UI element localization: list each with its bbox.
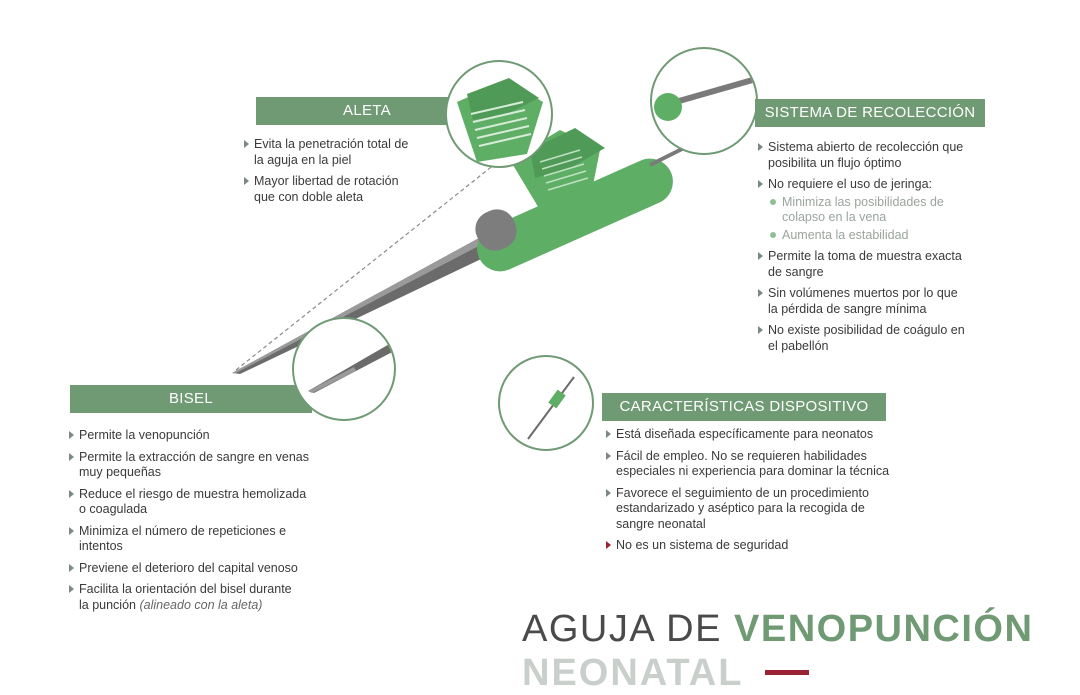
sistema-zoom-circle (650, 47, 758, 155)
sistema-title: SISTEMA DE RECOLECCIÓN (764, 104, 976, 121)
caracteristicas-item: Está diseñada específicamente para neonatos (604, 427, 934, 443)
sistema-item: No requiere el uso de jeringa: Minimiza las posibilidades de colapso en la vena Aumenta la estabilidad (756, 177, 1016, 243)
caracteristicas-item: Fácil de empleo. No se requieren habilidades especiales ni experiencia para dominar la técnica (604, 449, 934, 480)
caracteristicas-title: CARACTERÍSTICAS DISPOSITIVO (619, 398, 869, 415)
sistema-item: Permite la toma de muestra exacta de sangre (756, 249, 1016, 280)
sistema-item: No existe posibilidad de coágulo en el pabellón (756, 323, 1016, 354)
bisel-list (67, 428, 357, 619)
bisel-title: BISEL (168, 390, 214, 407)
aleta-zoom-circle (445, 60, 553, 168)
caracteristicas-item: Favorece el seguimiento de un procedimiento estandarizado y aséptico para la recogida de sangre neonatal (604, 486, 934, 533)
sistema-sublist (768, 195, 1016, 244)
caracteristicas-warning: No es un sistema de seguridad (604, 538, 934, 554)
bisel-item: Permite la extracción de sangre en venas muy pequeñas (67, 450, 357, 481)
bisel-zoom-circle (292, 317, 396, 421)
tube-detail-icon (652, 49, 756, 153)
aleta-item: Evita la penetración total de la aguja en la piel (242, 137, 447, 168)
sistema-item: Sistema abierto de recolección que posibilita un flujo óptimo (756, 140, 1016, 171)
caracteristicas-band (602, 393, 886, 421)
aleta-list (242, 137, 447, 211)
sistema-subitem: Minimiza las posibilidades de colapso en la vena (768, 195, 1016, 226)
bisel-item: Facilita la orientación del bisel durante la punción (alineado con la aleta) (67, 582, 357, 613)
bevel-detail-icon (294, 319, 394, 419)
sistema-band (755, 99, 985, 127)
bisel-item: Reduce el riesgo de muestra hemolizada o coagulada (67, 487, 357, 518)
page-title-line2: NEONATAL (522, 652, 744, 694)
sistema-item: Sin volúmenes muertos por lo que la pérdida de sangre mínima (756, 286, 1016, 317)
device-overview-icon (500, 357, 592, 449)
sistema-subitem: Aumenta la estabilidad (768, 228, 1016, 244)
aleta-title: ALETA (343, 102, 391, 119)
bisel-item: Permite la venopunción (67, 428, 357, 444)
bisel-item: Previene el deterioro del capital venoso (67, 561, 357, 577)
bisel-item: Minimiza el número de repeticiones e intentos (67, 524, 357, 555)
wing-detail-icon (447, 62, 551, 166)
bisel-band (70, 385, 312, 413)
sistema-list (756, 140, 1016, 360)
page-title: AGUJA DE VENOPUNCIÓN (522, 608, 1034, 650)
caracteristicas-list (604, 427, 934, 560)
dispositivo-circle (498, 355, 594, 451)
aleta-item: Mayor libertad de rotación que con doble aleta (242, 174, 447, 205)
logo-mark (765, 670, 809, 675)
